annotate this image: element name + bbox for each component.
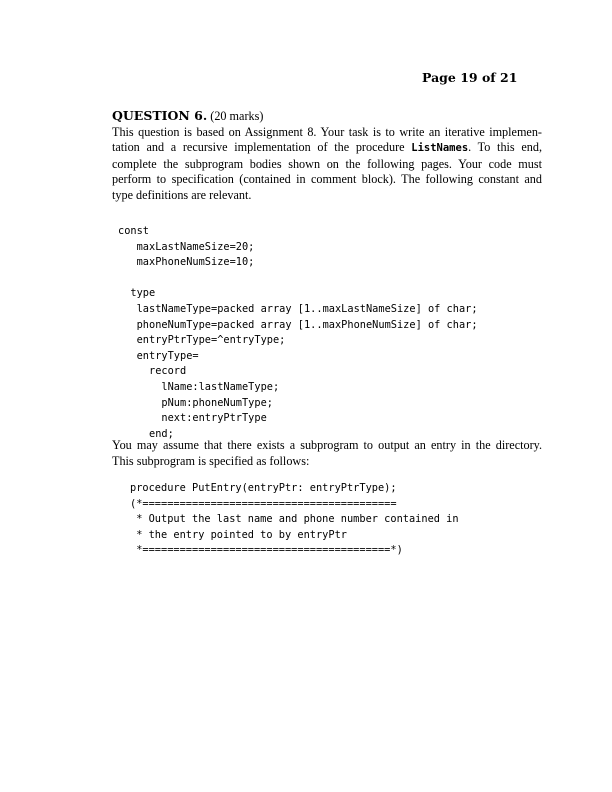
closing-line: This subprogram is specified as follows: — [112, 453, 310, 468]
question-text: tation and a recursive implementation of the procedure — [112, 140, 412, 154]
question-block — [112, 108, 542, 203]
question-title: QUESTION 6. — [112, 108, 208, 123]
code-line: * Output the last name and phone number contained in — [130, 513, 459, 526]
code-line: entryPtrType=^entryType; — [118, 334, 286, 347]
question-line: type definitions are relevant. — [112, 187, 252, 202]
question-line — [112, 140, 542, 157]
question-line: complete the subprogram bodies shown on the following pages. Your code must — [112, 156, 542, 171]
code-line: lName:lastNameType; — [118, 380, 280, 393]
closing-line: You may assume that there exists a subprogram to output an entry in the directory. — [112, 438, 542, 452]
procedure-name-code: ListNames — [411, 142, 469, 154]
code-line: lastNameType=packed array [1..maxLastNameSize] of char; — [118, 302, 478, 315]
question-text — [112, 125, 542, 204]
code-line: next:entryPtrType — [118, 412, 267, 425]
code-line: *========================================*) — [130, 544, 403, 557]
question-marks: (20 marks) — [210, 109, 264, 123]
question-heading — [112, 108, 542, 125]
page-number: Page 19 of 21 — [422, 70, 518, 85]
code-line: procedure PutEntry(entryPtr: entryPtrType); — [130, 482, 397, 494]
code-line: (*========================================= — [130, 497, 397, 510]
code-line: pNum:phoneNumType; — [118, 396, 273, 409]
code-line: const — [118, 225, 149, 237]
code-line: end; — [118, 427, 174, 440]
code-line: entryType= — [118, 349, 199, 362]
question-line: This question is based on Assignment 8. Your task is to write an iterative implemen- — [112, 124, 542, 139]
code-line: record — [118, 365, 187, 378]
code-line: maxPhoneNumSize=10; — [118, 256, 255, 269]
question-line: perform to specification (contained in comment block). The following constant and — [112, 172, 542, 186]
put-entry-specification-code — [130, 481, 459, 559]
closing-paragraph — [112, 438, 542, 469]
code-line: * the entry pointed to by entryPtr — [130, 528, 347, 541]
code-line: maxLastNameSize=20; — [118, 240, 255, 253]
type-declarations-code — [118, 224, 478, 442]
code-line: phoneNumType=packed array [1..maxPhoneNumSize] of char; — [118, 318, 478, 331]
question-text: . To this end, — [468, 140, 543, 154]
code-line: type — [118, 287, 156, 300]
